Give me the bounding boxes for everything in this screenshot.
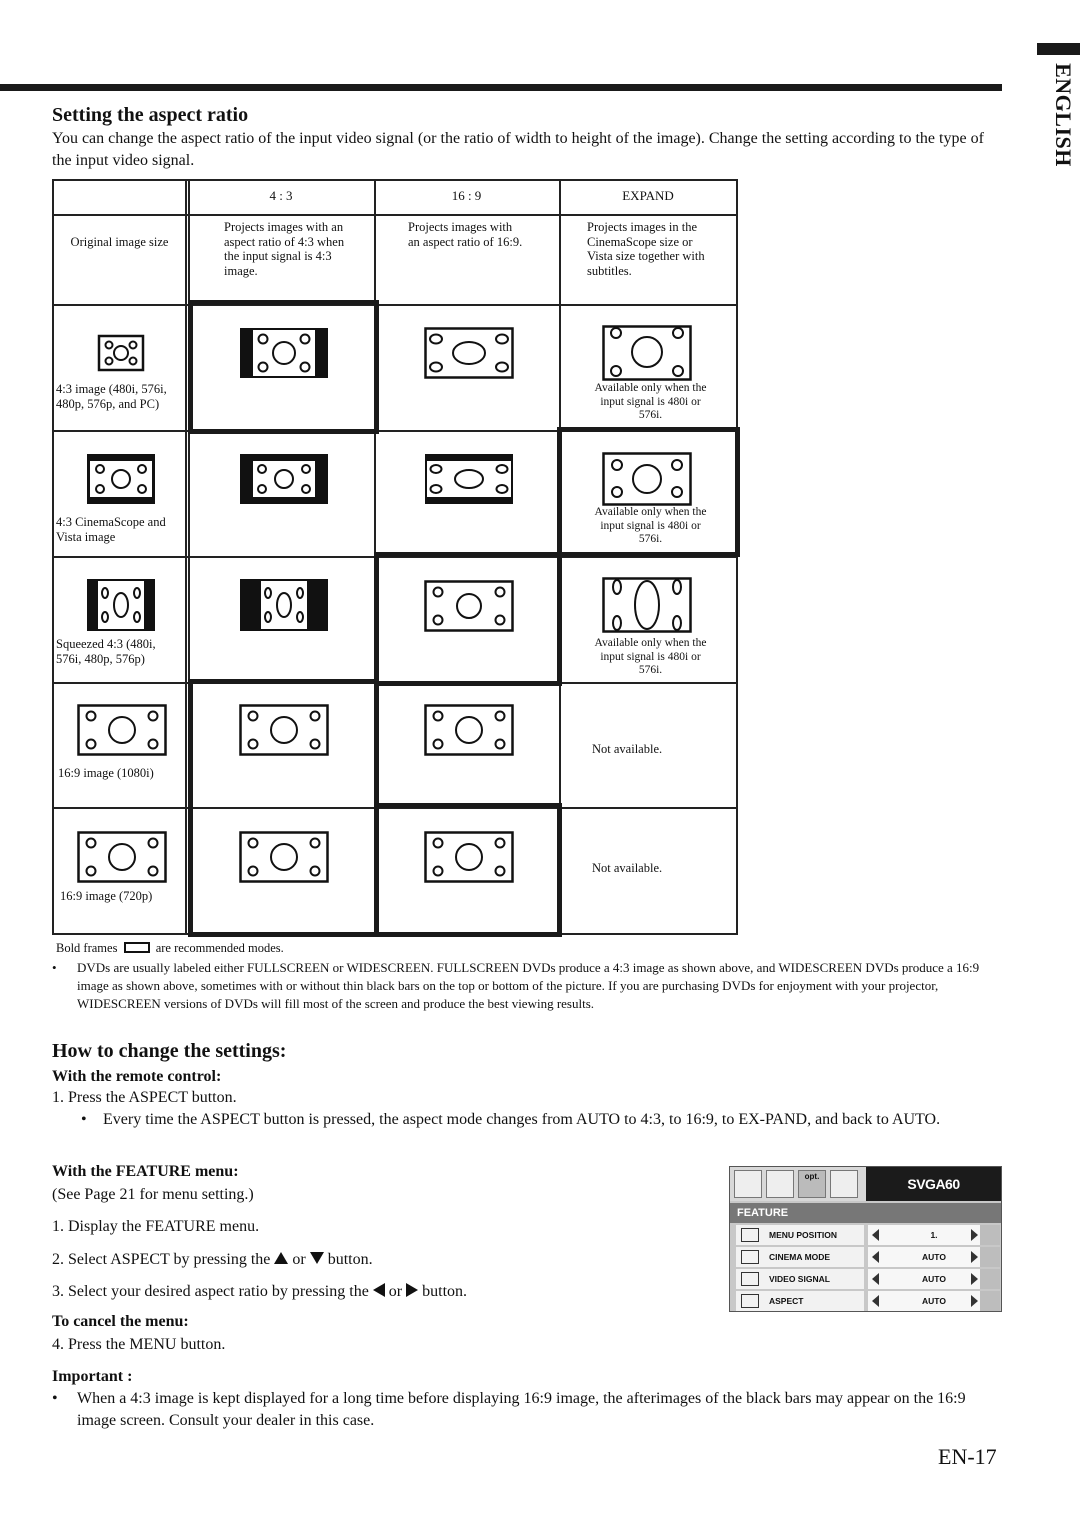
feature-step-3 xyxy=(52,1281,467,1303)
expand-note-row4: Not available. xyxy=(592,742,663,756)
osd-right-arrow-icon[interactable] xyxy=(971,1295,978,1307)
row-label-cinemascope: 4:3 CinemaScope and Vista image xyxy=(56,515,166,544)
remote-bullet-text: Every time the ASPECT button is pressed, the aspect mode changes from AUTO to 4:3, to 16:9, to EX-PAND, and back to AUTO. xyxy=(103,1111,941,1128)
screen-letterbox-4-3-icon xyxy=(239,453,329,505)
remote-bullet-dot: • xyxy=(81,1111,87,1128)
row-label-squeezed: Squeezed 4:3 (480i, 576i, 480p, 576p) xyxy=(56,637,156,666)
aspect-icon xyxy=(741,1294,759,1308)
remote-heading: With the remote control: xyxy=(52,1068,222,1085)
language-tab-label: ENGLISH xyxy=(1051,63,1076,167)
osd-left-arrow-icon[interactable] xyxy=(872,1229,879,1241)
legend-text-before: Bold frames xyxy=(56,941,118,955)
screen-16-9-720p-4-3-icon xyxy=(239,831,329,883)
screen-16-9-1080i-4-3-icon xyxy=(239,704,329,756)
up-arrow-icon xyxy=(274,1252,288,1264)
important-heading: Important : xyxy=(52,1368,133,1385)
bullet-dot: • xyxy=(52,960,57,975)
osd-label-aspect: ASPECT xyxy=(736,1291,864,1311)
section-title-how-to-change: How to change the settings: xyxy=(52,1040,287,1062)
osd-right-arrow-icon[interactable] xyxy=(971,1251,978,1263)
important-bullet-dot: • xyxy=(52,1390,58,1407)
osd-row-video-signal[interactable] xyxy=(730,1268,1001,1290)
row-label-720p: 16:9 image (720p) xyxy=(60,889,153,903)
screen-16-9-1080i-icon xyxy=(77,704,167,756)
osd-menu-title: FEATURE xyxy=(730,1203,1001,1223)
desc-16-9: Projects images with an aspect ratio of 16:9. xyxy=(408,220,523,249)
header-16-9: 16 : 9 xyxy=(451,188,482,203)
intro-paragraph: You can change the aspect ratio of the input video signal (or the ratio of width to height of the image). Change the setting according to the type of the input video signal. xyxy=(52,130,984,169)
header-4-3: 4 : 3 xyxy=(269,188,293,203)
screen-squeezed-expanded-icon xyxy=(602,577,692,633)
left-arrow-icon xyxy=(373,1283,385,1297)
feature-step-1: 1. Display the FEATURE menu. xyxy=(52,1218,260,1235)
dvd-note xyxy=(52,959,1000,1013)
page-number: EN-17 xyxy=(938,1444,997,1469)
video-signal-icon xyxy=(741,1272,759,1286)
osd-label-cinema-mode: CINEMA MODE xyxy=(736,1247,864,1267)
osd-value-video-signal[interactable]: AUTO xyxy=(868,1269,1000,1289)
screen-expanded-letterbox-icon xyxy=(602,452,692,506)
opt-tab-icon[interactable] xyxy=(798,1170,826,1198)
screen-squeezed-icon xyxy=(86,578,156,632)
aspect-ratio-table xyxy=(52,179,738,935)
top-rule xyxy=(0,84,1002,91)
expand-note-row5: Not available. xyxy=(592,861,663,875)
osd-value-cinema-mode[interactable]: AUTO xyxy=(868,1247,1000,1267)
expand-note-row1: Available only when the input signal is 480i or 576i. xyxy=(594,382,707,421)
desc-expand: Projects images in the CinemaScope size or Vista size together with subtitles. xyxy=(587,220,705,278)
osd-label-menu-position: MENU POSITION xyxy=(736,1225,864,1245)
legend-frame-swatch xyxy=(124,942,150,953)
bold-frame-legend xyxy=(56,941,284,956)
row-label-4-3-image: 4:3 image (480i, 576i, 480p, 576p, and PC) xyxy=(56,382,167,411)
osd-left-arrow-icon[interactable] xyxy=(872,1251,879,1263)
osd-row-cinema-mode[interactable] xyxy=(730,1246,1001,1268)
screen-squeezed-16-9-icon xyxy=(424,580,514,632)
osd-right-arrow-icon[interactable] xyxy=(971,1229,978,1241)
menu-position-icon xyxy=(741,1228,759,1242)
remote-step-1: 1. Press the ASPECT button. xyxy=(52,1089,237,1106)
down-arrow-icon xyxy=(310,1252,324,1264)
step2-or: or xyxy=(292,1251,306,1268)
screen-16-9-720p-16-9-icon xyxy=(424,831,514,883)
row-label-1080i: 16:9 image (1080i) xyxy=(58,766,154,780)
feature-see-page: (See Page 21 for menu setting.) xyxy=(52,1186,254,1203)
step3-or: or xyxy=(388,1283,403,1300)
screen-letterbox-stretched-icon xyxy=(424,453,514,505)
osd-right-arrow-icon[interactable] xyxy=(971,1273,978,1285)
picture-tab-icon[interactable] xyxy=(734,1170,762,1198)
step2-text-a: 2. Select ASPECT by pressing the xyxy=(52,1251,271,1268)
screen-stretched-icon xyxy=(424,327,514,379)
osd-left-arrow-icon[interactable] xyxy=(872,1273,879,1285)
osd-tab-bar xyxy=(730,1167,1001,1201)
osd-row-menu-position[interactable] xyxy=(730,1224,1001,1246)
cinema-mode-icon xyxy=(741,1250,759,1264)
screen-16-9-720p-icon xyxy=(77,831,167,883)
important-bullet-text: When a 4:3 image is kept displayed for a long time before displaying 16:9 image, the afterimages of the black bars may appear on the 16:9 image screen. Consult your dealer in this case. xyxy=(77,1390,966,1429)
screen-squeezed-4-3-icon xyxy=(239,578,329,632)
install-tab-icon[interactable] xyxy=(830,1170,858,1198)
section-title-aspect: Setting the aspect ratio xyxy=(52,104,249,126)
osd-value-aspect[interactable]: AUTO xyxy=(868,1291,1000,1311)
step3-text-a: 3. Select your desired aspect ratio by pressing the xyxy=(52,1283,369,1300)
osd-value-menu-position[interactable]: 1. xyxy=(868,1225,1000,1245)
osd-row-aspect[interactable] xyxy=(730,1290,1001,1312)
screen-letterbox-icon xyxy=(86,453,156,505)
language-tab-bar xyxy=(1037,43,1080,55)
screen-4-3-small-icon xyxy=(97,334,145,372)
dvd-note-text: DVDs are usually labeled either FULLSCREEN or WIDESCREEN. FULLSCREEN DVDs produce a 4:3 image as shown above, and WIDESCREEN DVDs produce a 16:9 image as shown above, sometimes with or without thin black bars on the top or bottom of the picture. If you are purchasing DVDs for enjoyment with your projector, WIDESCREEN versions of DVDs will fill most of the screen and produce the best viewing results. xyxy=(77,960,980,1011)
expand-note-row2: Available only when the input signal is 480i or 576i. xyxy=(594,506,707,545)
right-arrow-icon xyxy=(406,1283,418,1297)
step2-text-b: button. xyxy=(327,1251,373,1268)
opt-tab-label: opt. xyxy=(804,1172,820,1181)
legend-text-after: are recommended modes. xyxy=(155,941,284,955)
screen-expanded-icon xyxy=(602,325,692,381)
screen-16-9-1080i-16-9-icon xyxy=(424,704,514,756)
osd-label-video-signal: VIDEO SIGNAL xyxy=(736,1269,864,1289)
header-expand: EXPAND xyxy=(622,188,674,203)
desc-4-3: Projects images with an aspect ratio of 4:3 when the input signal is 4:3 image. xyxy=(224,220,345,278)
screen-pillarbox-icon xyxy=(239,327,329,379)
feature-step-2 xyxy=(52,1249,373,1271)
osd-model-name: SVGA60 xyxy=(866,1167,1001,1201)
original-size-label: Original image size xyxy=(70,235,169,249)
image-tab-icon[interactable] xyxy=(766,1170,794,1198)
feature-heading: With the FEATURE menu: xyxy=(52,1163,239,1180)
osd-feature-menu xyxy=(729,1166,1002,1312)
cancel-heading: To cancel the menu: xyxy=(52,1313,189,1330)
step3-text-b: button. xyxy=(422,1283,468,1300)
cancel-step-4: 4. Press the MENU button. xyxy=(52,1336,226,1353)
osd-left-arrow-icon[interactable] xyxy=(872,1295,879,1307)
expand-note-row3: Available only when the input signal is 480i or 576i. xyxy=(594,637,707,676)
